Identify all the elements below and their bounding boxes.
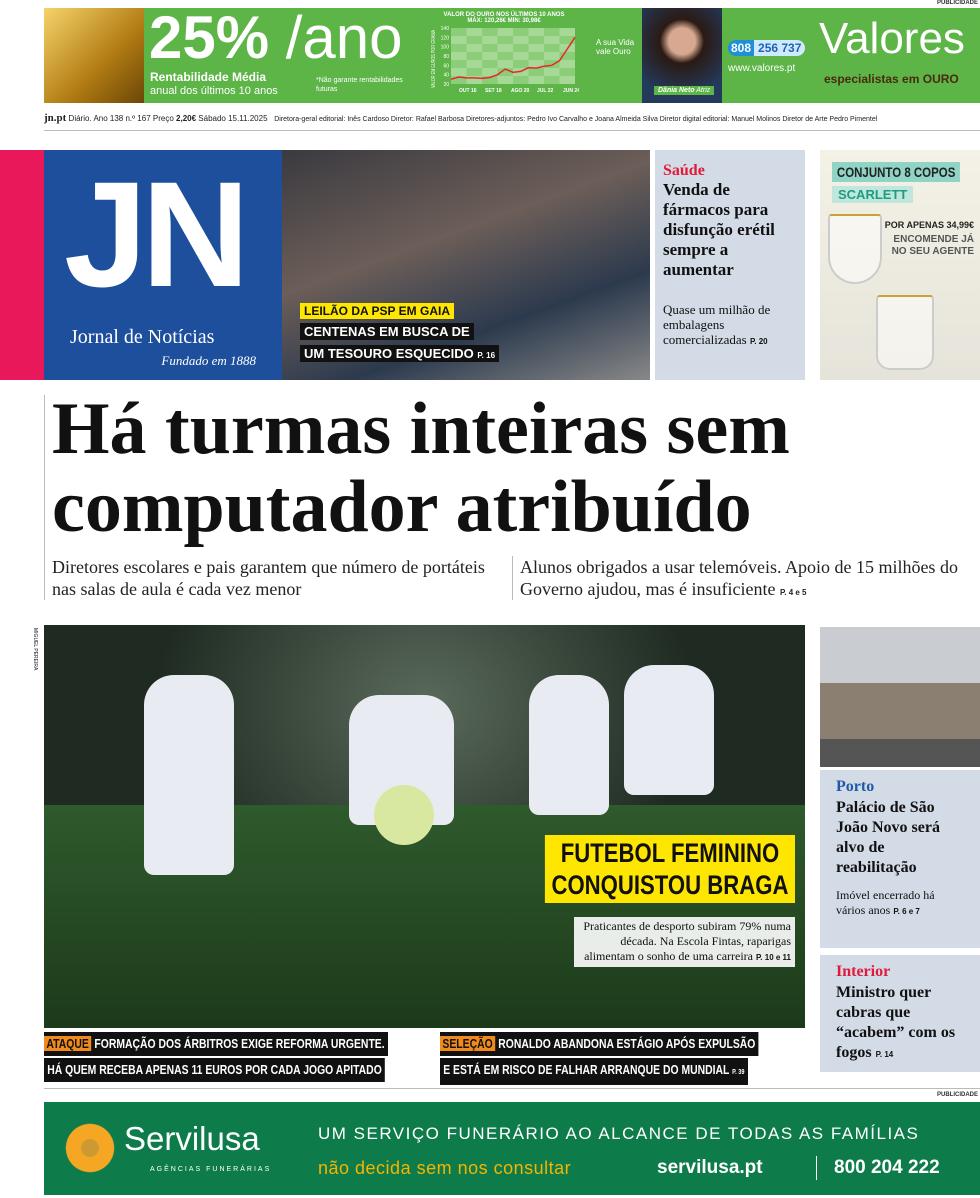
x-tick: SET 18 [485,88,502,94]
subheadline-right: Alunos obrigados a usar telemóveis. Apoio de 15 milhões do Governo ajudou, mas é insuficiente [520,557,958,599]
gold-bars-image [44,8,144,103]
x-tick: JUN 24 [563,88,579,94]
ad-tagline: A sua Vida vale Ouro [596,38,635,56]
ball [374,785,434,845]
football-photo[interactable] [44,625,805,1028]
page-ref: P. 10 e 11 [756,953,791,962]
grid-cell [560,28,576,36]
player-figure [624,665,714,795]
headline-line2: computador atribuído [52,466,752,548]
grid-cell [513,36,529,44]
date: Sábado 15.11.2025 [198,114,268,123]
chart-subtitle: MÁX: 120,26€ MIN: 30,98€ [467,18,541,24]
y-tick: 20 [443,82,449,88]
ad-disclaimer: *Não garante rentabilidades futuras [316,77,403,93]
y-tick: 140 [440,26,449,32]
grid-cell [544,52,560,60]
palace-photo [820,627,980,767]
servilusa-advertisement[interactable] [44,1102,980,1195]
grid-cell [560,60,576,68]
price: 2,20€ [176,114,197,123]
x-tick: AGO 20 [511,88,530,94]
y-tick: 80 [443,54,449,60]
chart-title: VALOR DO OURO NOS ÚLTIMOS 10 ANOS [443,12,565,18]
divider [44,1088,980,1089]
servilusa-subtitle: AGÊNCIAS FUNERÁRIAS [150,1166,272,1173]
grid-cell [529,28,545,36]
kicker: Saúde [663,162,705,179]
main-headline[interactable] [52,390,790,546]
page-ref: P. 20 [749,337,768,346]
teaser-title: Palácio de São João Novo será alvo de reabilitação [836,799,940,876]
glasses-advertisement[interactable] [820,150,980,380]
gold-chart [429,12,579,100]
grid-cell [482,52,498,60]
grid-cell [544,36,560,44]
page-ref: P. 39 [732,1069,745,1076]
player-figure [529,675,609,815]
teaser-psp-auction[interactable] [282,150,650,380]
ad-title: CONJUNTO 8 COPOS [832,162,960,182]
grid-cell [451,52,467,60]
advertising-label: PUBLICIDADE [936,0,978,6]
grid-cell [467,28,483,36]
photo-credit: MIGUEL PEREIRA [32,628,38,671]
staff-credits: Diretora-geral editorial: Inês Cardoso Diretor: Rafael Barbosa Diretores-adjuntos: Pedro Ivo Carvalho e Joana Almeida Silva Diretor digital editorial: Manuel Molinos Diretor de Arte Pedro Pimentel [274,116,878,123]
grid-cell [498,28,514,36]
y-tick: 40 [443,72,449,79]
masthead-logo[interactable] [44,150,282,380]
price-label: Preço [152,114,174,123]
divider [816,1156,817,1180]
kicker: Interior [836,963,891,980]
issue-number: Diário. Ano 138 n.º 167 [68,114,151,123]
grid-cell [482,36,498,44]
grid-cell [498,76,514,84]
y-tick: 60 [443,63,449,70]
teaser-title-line1: CENTENAS EM BUSCA DE [300,323,474,340]
strip-tag: ATAQUE [44,1036,91,1051]
grid-cell [498,44,514,52]
player-figure [144,675,234,875]
strip-line2: E ESTÁ EM RISCO DE FALHAR ARRANQUE DO MUNDIAL [443,1062,730,1077]
grid-cell [529,76,545,84]
glass-icon [828,214,882,284]
teaser-title: Ministro quer cabras que “acabem” com os fogos [836,984,956,1061]
strip-line1: RONALDO ABANDONA ESTÁGIO APÓS EXPULSÃO [498,1036,756,1051]
grid-cell [498,60,514,68]
teaser-kicker: LEILÃO DA PSP EM GAIA [300,303,454,319]
x-tick: OUT 16 [459,88,477,94]
headline-line1: Há turmas inteiras sem [52,388,790,470]
top-advertisement[interactable] [44,8,980,103]
teaser-text: Imóvel encerrado há vários anos [836,888,935,917]
ad-rate: 25% /ano [149,8,403,71]
main-story-text: Praticantes de desporto subiram 79% numa década. Na Escola Fintas, raparigas alimentam o sonho de uma carreira [583,919,791,963]
x-tick: JUL 22 [537,88,554,94]
page-ref: P. 16 [477,351,496,360]
grid-cell [451,36,467,44]
flower-logo-icon [62,1120,118,1176]
subheadline-left: Diretores escolares e pais garantem que número de portáteis nas salas de aula é cada vez menor [52,557,485,599]
ad-url[interactable]: www.valores.pt [728,63,796,74]
ad-line2: anual dos últimos 10 anos [150,85,278,97]
founded-line: Fundado em 1888 [161,353,256,368]
valores-tagline: especialistas em OURO [824,72,959,86]
strip-tag: SELEÇÃO [440,1036,495,1051]
advertising-label: PUBLICIDADE [936,1092,978,1098]
valores-logo: Valores [819,14,965,63]
strip-line1: FORMAÇÃO DOS ÁRBITROS EXIGE REFORMA URGENTE. [94,1036,385,1051]
main-story-title: FUTEBOL FEMININO CONQUISTOU BRAGA [545,835,795,903]
ad-slogan: UM SERVIÇO FUNERÁRIO AO ALCANCE DE TODAS AS FAMÍLIAS [318,1124,920,1143]
grid-cell [513,52,529,60]
y-tick: 120 [440,35,449,42]
teaser-referees[interactable] [44,1032,388,1084]
y-tick: 100 [440,44,449,51]
edition-info [44,112,980,124]
spokesperson-caption: Dânia Neto Atriz [654,86,714,95]
grid-cell [560,76,576,84]
divider [44,130,980,131]
ad-phone[interactable]: 800 204 222 [834,1157,940,1178]
ad-cta: não decida sem nos consultar [318,1158,572,1178]
strip-line2: HÁ QUEM RECEBA APENAS 11 EUROS POR CADA JOGO APITADO [44,1058,385,1082]
page-ref: P. 14 [875,1050,894,1059]
teaser-title: Venda de fármacos para disfunção erétil sempre a aumentar [663,180,775,279]
newspaper-name: Jornal de Notícias [70,326,215,348]
page-ref: P. 6 e 7 [893,907,920,916]
teaser-porto[interactable] [820,770,980,948]
grid-cell [467,60,483,68]
ad-price: POR APENAS 34,99€ [884,220,974,230]
servilusa-logo: Servilusa [124,1120,260,1157]
jn-logo-mark: JN [64,150,244,318]
divider [512,556,513,600]
tumbler-icon [876,295,934,370]
accent-bar [0,150,44,380]
page-ref: P. 4 e 5 [779,588,807,597]
chart-plot [429,24,579,96]
grid-cell [529,44,545,52]
ad-phone[interactable]: 808 256 737 [728,41,805,55]
teaser-health[interactable] [655,150,805,380]
y-axis-label: VALOR EM EUROS POR GRAMA [431,24,437,88]
teaser-ronaldo[interactable] [440,1032,759,1087]
site-name[interactable]: jn.pt [44,112,67,124]
teaser-title-line2: UM TESOURO ESQUECIDO [304,346,474,361]
teaser-text: Quase um milhão de embalagens comercializadas [663,302,771,347]
grid-cell [544,68,560,76]
grid-cell [467,44,483,52]
grid-cell [451,68,467,76]
divider [44,395,45,600]
kicker: Porto [836,778,875,795]
ad-cta: ENCOMENDE JÁ NO SEU AGENTE [891,234,974,257]
ad-subtitle: SCARLETT [832,186,913,203]
teaser-interior[interactable] [820,955,980,1072]
ad-line1: Rentabilidade Média [150,70,267,84]
ad-url[interactable]: servilusa.pt [657,1157,763,1178]
